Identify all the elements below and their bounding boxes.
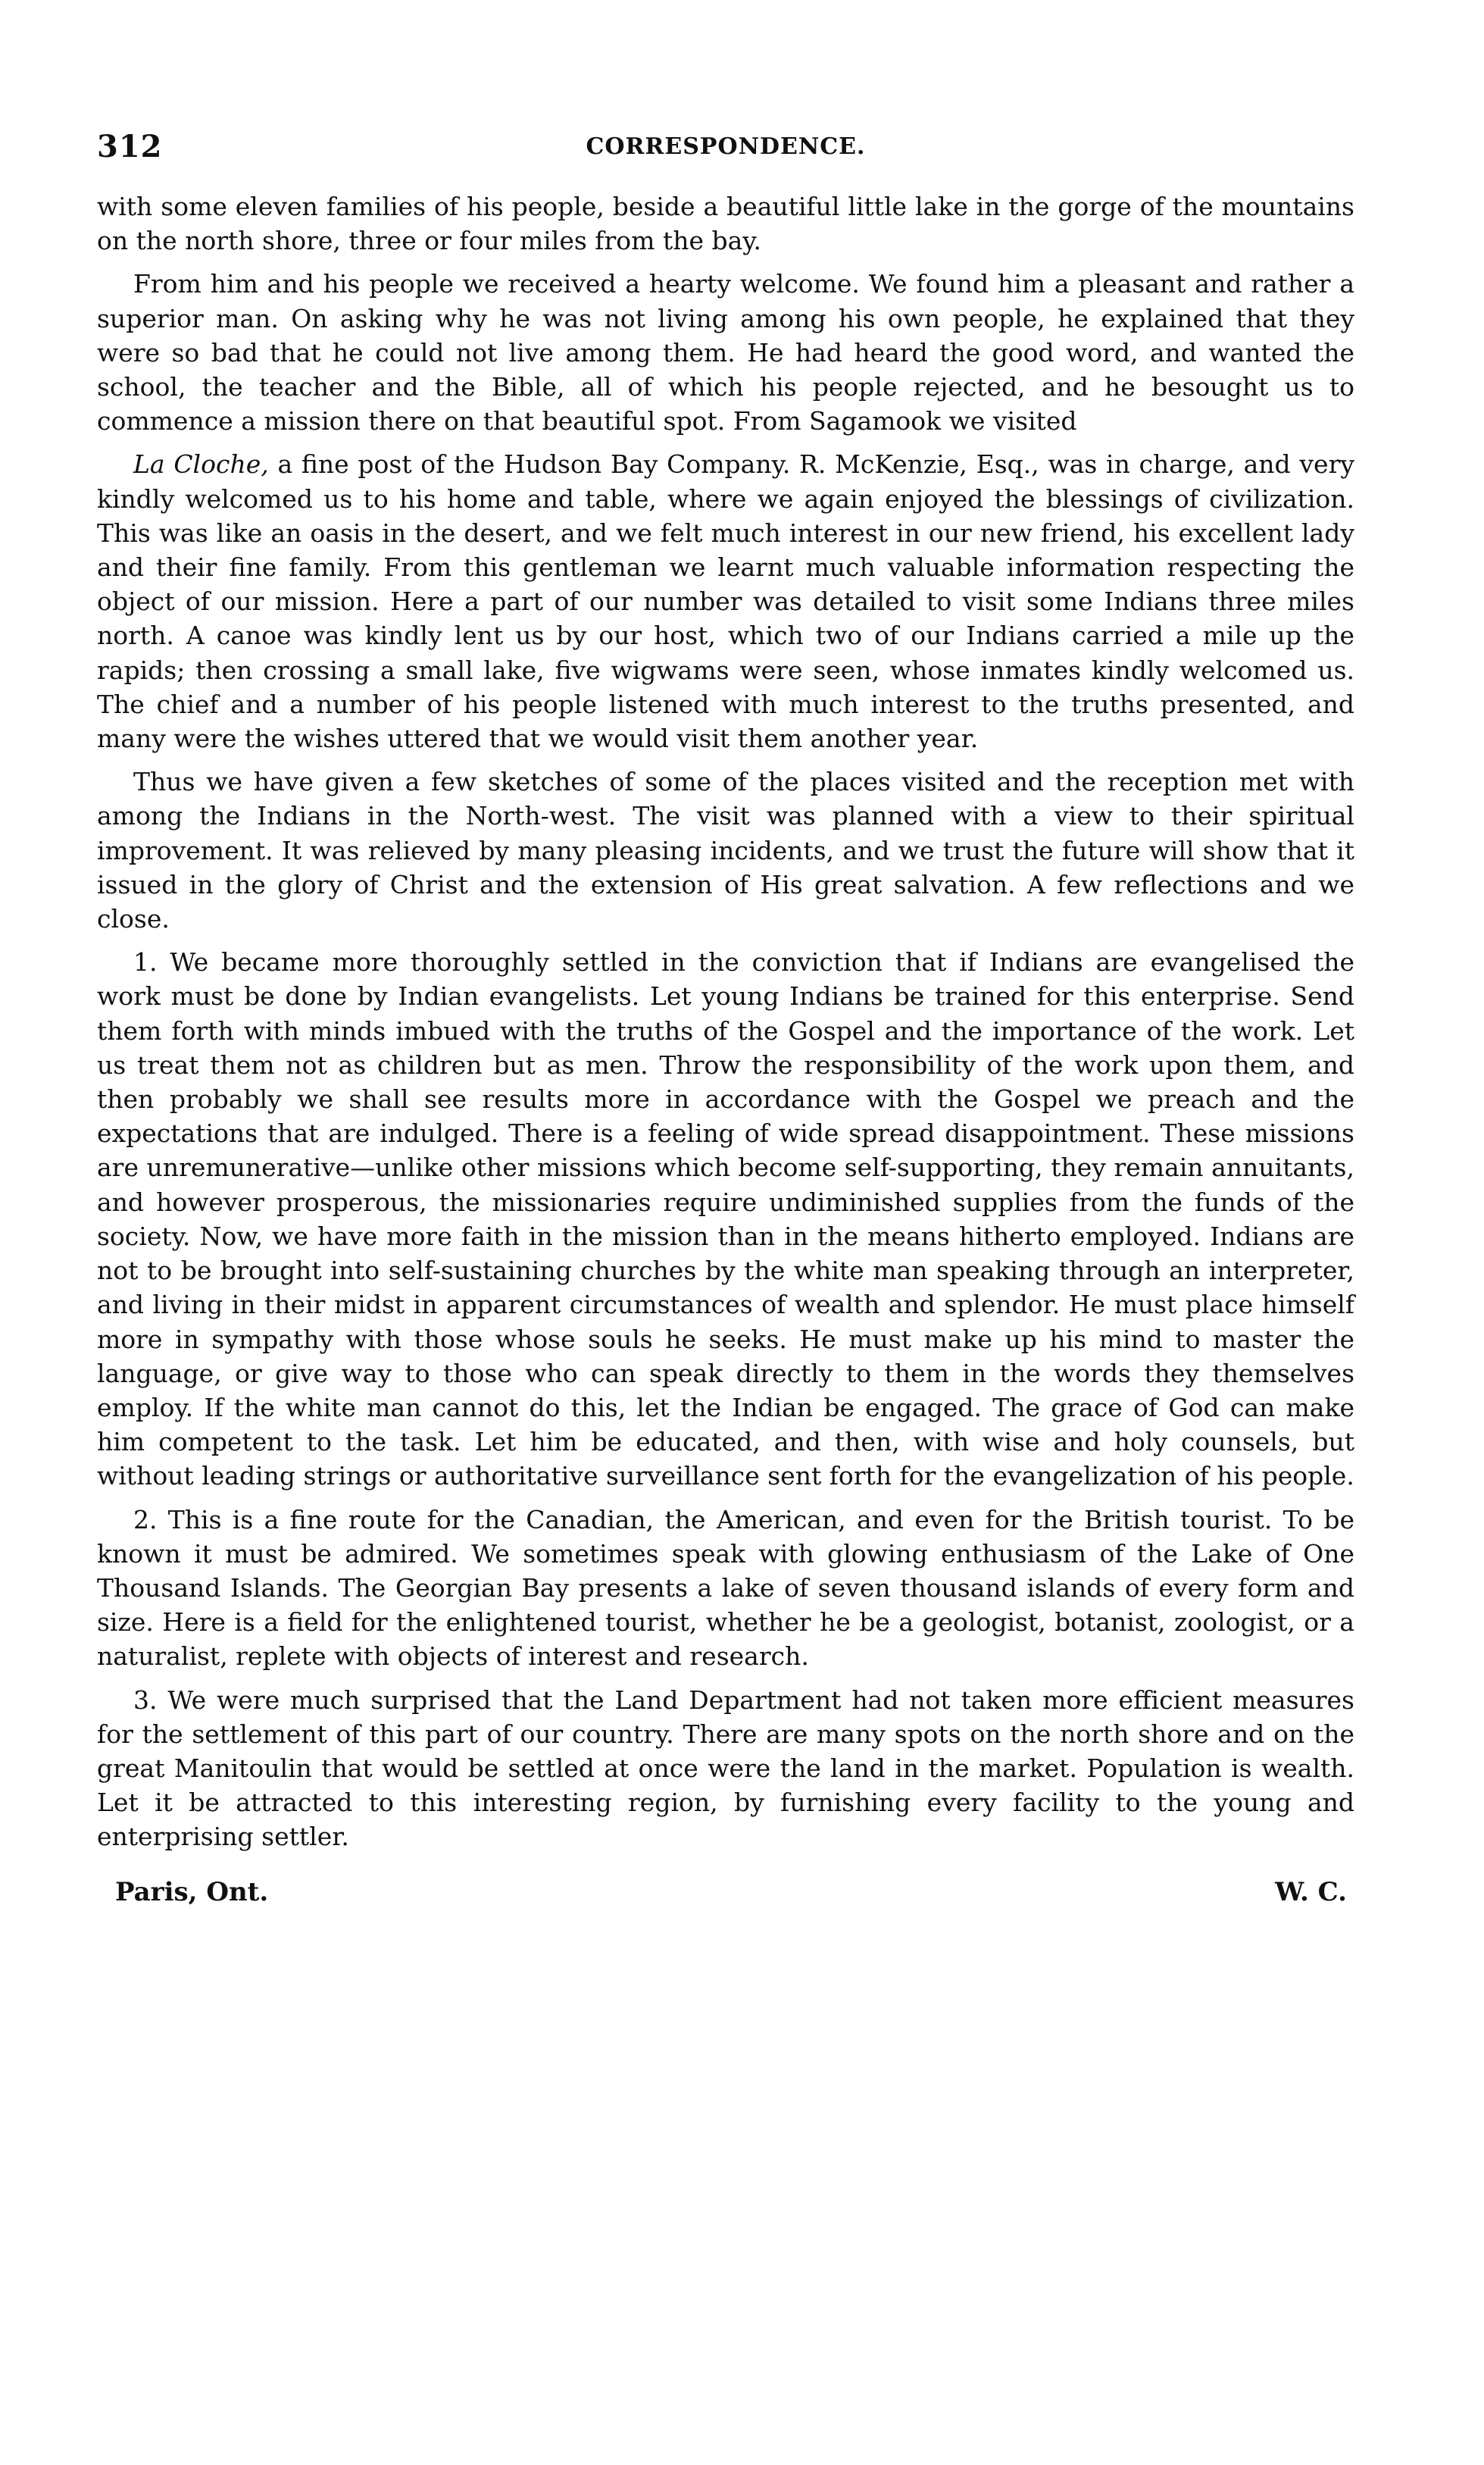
page-header bbox=[97, 129, 1354, 174]
paragraph-reflection-1: 1. We became more thoroughly settled in the conviction that if Indians are evangelised the work must be done by Indian evangelists. Let young Indians be trained for this enterprise. Send them forth with minds imbued with the truths of the Gospel and the importance of the work. Let us treat them not as children but as men. Throw the responsibility of the work upon them, and then probably we shall see results more in accordance with the Gospel we preach and the expectations that are indulged. There is a feeling of wide spread disappointment. These missions are unremunerative—unlike other missions which become self-supporting, they remain annuitants, and however prosperous, the missionaries require undiminished supplies from the funds of the society. Now, we have more faith in the mission than in the means hitherto employed. Indians are not to be brought into self-sustaining churches by the white man speaking through an interpreter, and living in their midst in apparent circumstances of wealth and splendor. He must place himself more in sympathy with those whose souls he seeks. He must make up his mind to master the language, or give way to those who can speak directly to them in the words they themselves employ. If the white man cannot do this, let the Indian be engaged. The grace of God can make him competent to the task. Let him be educated, and then, with wise and holy counsels, but without leading strings or authoritative surveillance sent forth for the evangelization of his people. bbox=[97, 947, 1354, 1491]
signature-initials: W. C. bbox=[1275, 1876, 1347, 1907]
signature-place: Paris, Ont. bbox=[115, 1876, 269, 1907]
running-head: CORRESPONDENCE. bbox=[586, 133, 866, 160]
paragraph-welcome: From him and his people we received a hearty welcome. We found him a pleasant and rather a superior man. On asking why he was not living among his own people, he explained that they were so bad that he could not live among them. He had heard the good word, and wanted the school, the teacher and the Bible, all of which his people rejected, and he besought us to commence a mission there on that beautiful spot. From Sagamook we visited bbox=[97, 269, 1354, 436]
document-page bbox=[97, 129, 1354, 1922]
paragraph-continuation: with some eleven families of his people, beside a beautiful little lake in the gorge of the mountains on the north shore, three or four miles from the bay. bbox=[97, 192, 1354, 256]
paragraph-sketches: Thus we have given a few sketches of some of the places visited and the reception met with among the Indians in the North-west. The visit was planned with a view to their spiritual improvement. It was relieved by many pleasing incidents, and we trust the future will show that it issued in the glory of Christ and the extension of His great salvation. A few reflections and we close. bbox=[97, 767, 1354, 934]
page-number: 312 bbox=[97, 129, 163, 164]
paragraph-reflection-3: 3. We were much surprised that the Land Department had not taken more efficient measures for the settlement of this part of our country. There are many spots on the north shore and on the great Manitoulin that would be settled at once were the land in the market. Population is wealth. Let it be attracted to this interesting region, by furnishing every facility to the young and enterprising settler. bbox=[97, 1685, 1354, 1852]
body-text bbox=[97, 189, 1354, 1854]
signature-line bbox=[97, 1877, 1354, 1922]
paragraph-la-cloche bbox=[97, 447, 1354, 755]
place-name-la-cloche: La Cloche, bbox=[133, 449, 269, 480]
paragraph-la-cloche-text: a fine post of the Hudson Bay Company. R. McKenzie, Esq., was in charge, and very kindly welcomed us to his home and table, where we again enjoyed the blessings of civilization. This was like an oasis in the desert, and we felt much interest in our new friend, his excellent lady and their fine family. From this gentleman we learnt much valuable information respecting the object of our mission. Here a part of our number was detailed to visit some Indians three miles north. A canoe was kindly lent us by our host, which two of our Indians carried a mile up the rapids; then crossing a small lake, five wigwams were seen, whose inmates kindly welcomed us. The chief and a number of his people listened with much interest to the truths presented, and many were the wishes uttered that we would visit them another year. bbox=[97, 449, 1354, 754]
paragraph-reflection-2: 2. This is a fine route for the Canadian, the American, and even for the British tourist. To be known it must be admired. We sometimes speak with glowing enthusiasm of the Lake of One Thousand Islands. The Georgian Bay presents a lake of seven thousand islands of every form and size. Here is a field for the enlightened tourist, whether he be a geologist, botanist, zoologist, or a naturalist, replete with objects of interest and research. bbox=[97, 1504, 1354, 1672]
